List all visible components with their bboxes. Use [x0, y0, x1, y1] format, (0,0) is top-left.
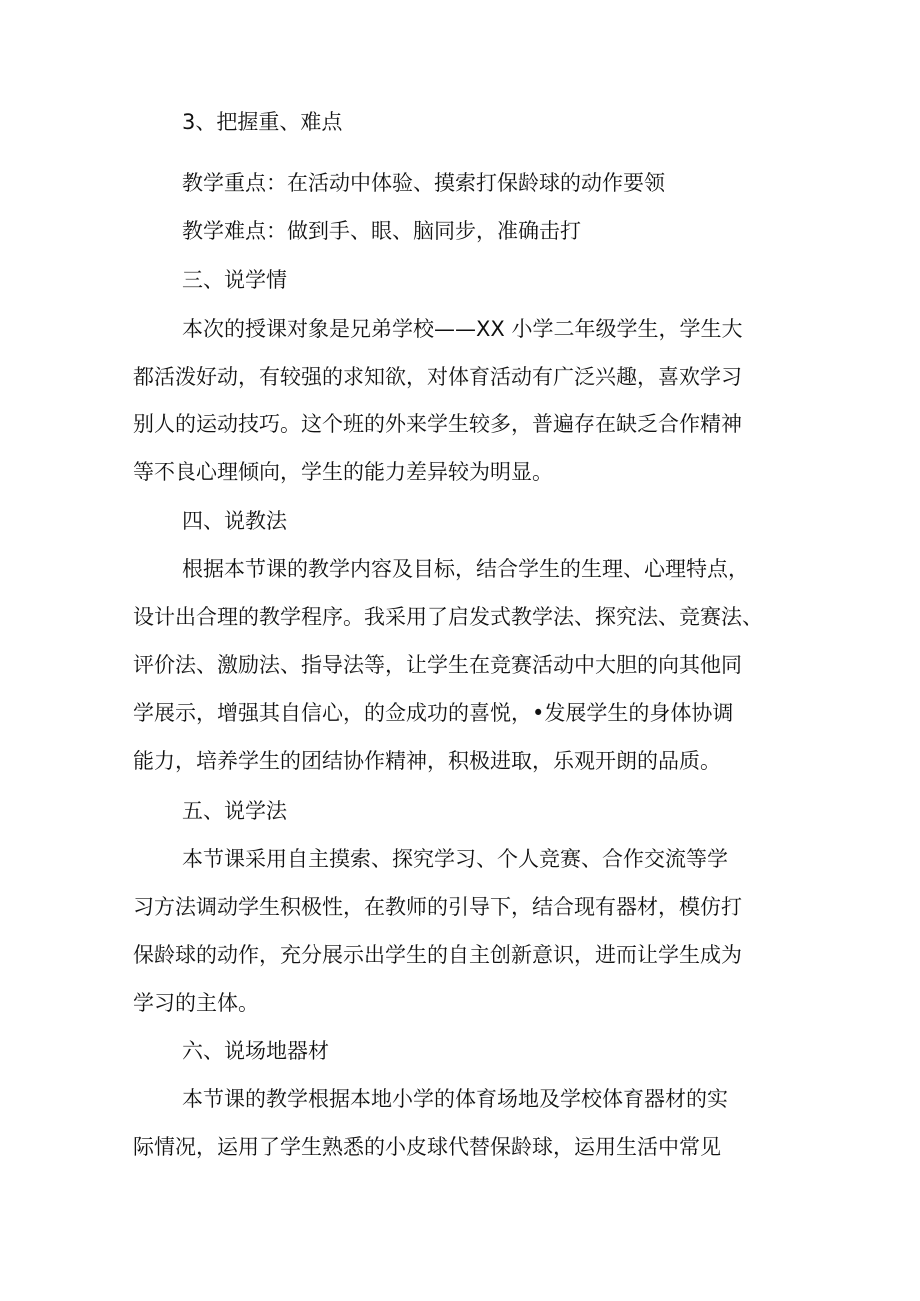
- students-paragraph-line: 都活泼好动，有较强的求知欲，对体育活动有广泛兴趣，喜欢学习: [133, 365, 742, 389]
- learning-paragraph-line: 习方法调动学生积极性，在教师的引导下，结合现有器材，模仿打: [133, 895, 742, 919]
- learning-paragraph-line: 保龄球的动作，充分展示出学生的自主创新意识，进而让学生成为: [133, 943, 742, 967]
- heading-learning: 五、说学法: [182, 799, 287, 823]
- learning-paragraph-line: 本节课采用自主摸索、探究学习、个人竞赛、合作交流等学: [182, 847, 728, 871]
- students-paragraph-line: 本次的授课对象是兄弟学校——XX 小学二年级学生，学生大: [182, 317, 743, 341]
- heading-students: 三、说学情: [182, 268, 287, 292]
- section-3-heading: 3、把握重、难点: [182, 110, 343, 134]
- methods-paragraph-line: 学展示，增强其自信心，的佥成功的喜悦，•发展学生的身体协调: [133, 701, 734, 725]
- methods-paragraph-line: 根据本节课的教学内容及目标，结合学生的生理、心理特点，: [182, 557, 749, 581]
- students-paragraph-line: 等不良心理倾向，学生的能力差异较为明显。: [133, 460, 553, 484]
- learning-paragraph-line: 学习的主体。: [133, 991, 259, 1015]
- heading-venue: 六、说场地器材: [182, 1039, 329, 1063]
- venue-paragraph-line: 际情况，运用了学生熟悉的小皮球代替保龄球，运用生活中常见: [133, 1135, 721, 1159]
- methods-paragraph-line: 能力，培养学生的团结协作精神，积极进取，乐观开朗的品质。: [133, 749, 721, 773]
- students-paragraph-line: 别人的运动技巧。这个班的外来学生较多，普遍存在缺乏合作精神: [133, 412, 742, 436]
- difficult-point-text: 教学难点：做到手、眼、脑同步，准确击打: [182, 219, 581, 243]
- key-point-text: 教学重点：在活动中体验、摸索打保龄球的动作要领: [182, 171, 665, 195]
- venue-paragraph-line: 本节课的教学根据本地小学的体育场地及学校体育器材的实: [182, 1087, 728, 1111]
- methods-paragraph-line: 评价法、激励法、指导法等，让学生在竞赛活动中大胆的向其他同: [133, 653, 742, 677]
- methods-paragraph-line: 设计出合理的教学程序。我采用了启发式教学法、探究法、竞赛法、: [133, 605, 763, 629]
- heading-methods: 四、说教法: [182, 509, 287, 533]
